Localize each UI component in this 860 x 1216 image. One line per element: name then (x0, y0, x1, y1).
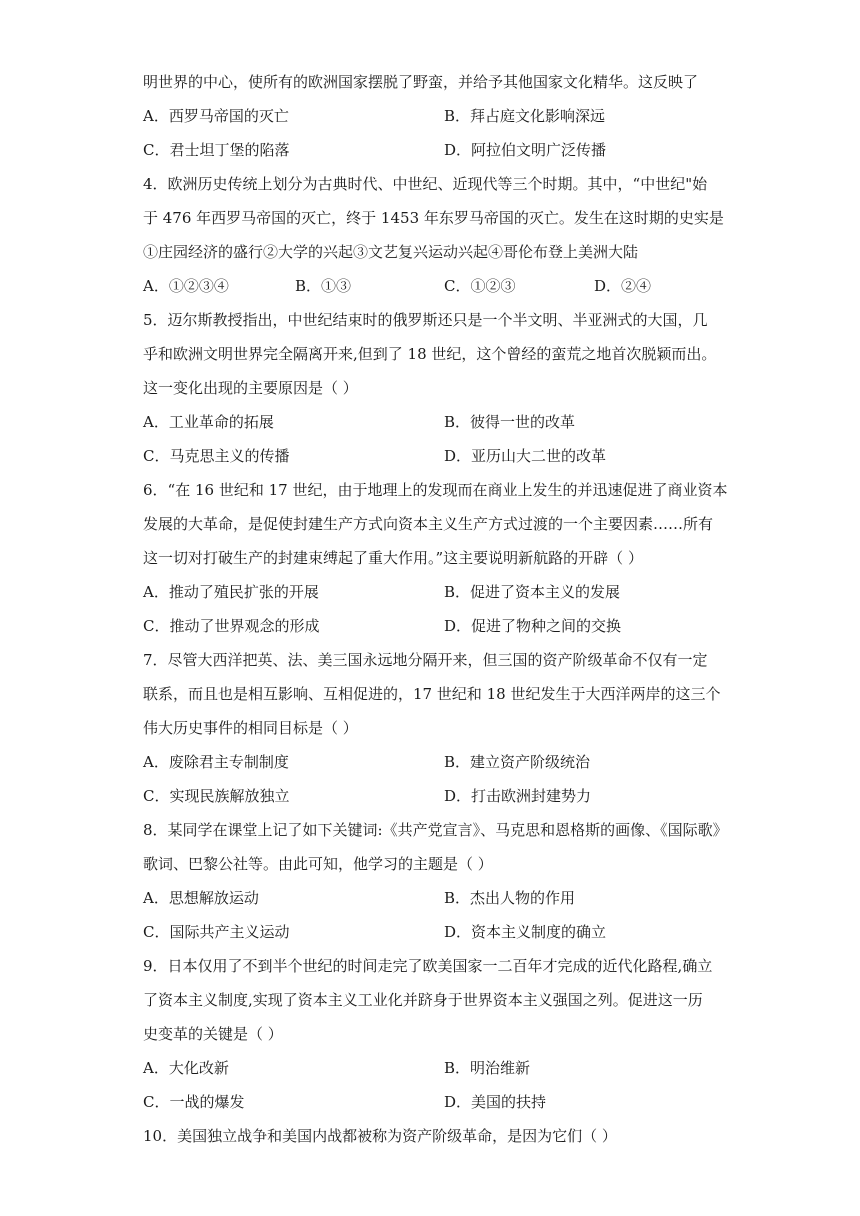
q9-option-d: D．美国的扶持 (444, 1093, 547, 1111)
q6-option-d: D．促进了物种之间的交换 (444, 617, 622, 635)
q5-option-b: B．彼得一世的改革 (444, 413, 576, 431)
q3-option-b: B．拜占庭文化影响深远 (444, 107, 606, 125)
q3-stem-line: 明世界的中心，使所有的欧洲国家摆脱了野蛮，并给予其他国家文化精华。这反映了 (143, 73, 699, 91)
q6-stem-line: 这一切对打破生产的封建束缚起了重大作用。”这主要说明新航路的开辟（ ） (143, 549, 643, 567)
q9-stem-line: 史变革的关键是（ ） (143, 1025, 283, 1043)
q4-stem-line: 4．欧洲历史传统上划分为古典时代、中世纪、近现代等三个时期。其中，“中世纪"始 (143, 175, 708, 193)
q5-option-c: C．马克思主义的传播 (143, 447, 290, 465)
q7-stem-line: 7．尽管大西洋把英、法、美三国永远地分隔开来，但三国的资产阶级革命不仅有一定 (143, 651, 708, 669)
q7-option-b: B．建立资产阶级统治 (444, 753, 591, 771)
q6-stem-line: 发展的大革命，是促使封建生产方式向资本主义生产方式过渡的一个主要因素……所有 (143, 515, 714, 533)
q6-stem-line: 6．“在 16 世纪和 17 世纪，由于地理上的发现而在商业上发生的并迅速促进了商业资本 (143, 481, 728, 499)
q7-stem-line: 伟大历史事件的相同目标是（ ） (143, 719, 358, 737)
q8-option-c: C．国际共产主义运动 (143, 923, 290, 941)
q4-option-c: C．①②③ (444, 277, 516, 295)
q9-option-a: A．大化改新 (143, 1059, 229, 1077)
q8-option-b: B．杰出人物的作用 (444, 889, 576, 907)
q7-option-a: A．废除君主专制制度 (143, 753, 289, 771)
q7-option-c: C．实现民族解放独立 (143, 787, 290, 805)
q5-stem-line: 这一变化出现的主要原因是（ ） (143, 379, 358, 397)
q5-stem-line: 乎和欧洲文明世界完全隔离开来,但到了 18 世纪，这个曾经的蛮荒之地首次脱颖而出。 (143, 345, 717, 363)
q4-stem-line: ①庄园经济的盛行②大学的兴起③文艺复兴运动兴起④哥伦布登上美洲大陆 (143, 243, 639, 261)
q4-stem-line: 于 476 年西罗马帝国的灭亡，终于 1453 年东罗马帝国的灭亡。发生在这时期的史实是 (143, 209, 724, 227)
q6-option-a: A．推动了殖民扩张的开展 (143, 583, 319, 601)
q8-option-a: A．思想解放运动 (143, 889, 259, 907)
q8-stem-line: 8．某同学在课堂上记了如下关键词:《共产党宣言》、马克思和恩格斯的画像、《国际歌》 (143, 821, 728, 839)
q4-option-a: A．①②③④ (143, 277, 229, 295)
q9-option-c: C．一战的爆发 (143, 1093, 245, 1111)
q8-stem-line: 歌词、巴黎公社等。由此可知，他学习的主题是（ ） (143, 855, 493, 873)
q10-stem-line: 10．美国独立战争和美国内战都被称为资产阶级革命，是因为它们（ ） (143, 1127, 617, 1145)
q6-option-b: B．促进了资本主义的发展 (444, 583, 621, 601)
q7-stem-line: 联系，而且也是相互影响、互相促进的，17 世纪和 18 世纪发生于大西洋两岸的这三个 (143, 685, 721, 703)
q9-stem-line: 9．日本仅用了不到半个世纪的时间走完了欧美国家一二百年才完成的近代化路程,确立 (143, 957, 713, 975)
q9-stem-line: 了资本主义制度,实现了资本主义工业化并跻身于世界资本主义强国之列。促进这一历 (143, 991, 703, 1009)
q4-option-b: B．①③ (295, 277, 352, 295)
q3-option-a: A．西罗马帝国的灭亡 (143, 107, 289, 125)
q8-option-d: D．资本主义制度的确立 (444, 923, 607, 941)
q7-option-d: D．打击欧洲封建势力 (444, 787, 592, 805)
q3-option-d: D．阿拉伯文明广泛传播 (444, 141, 607, 159)
q6-option-c: C．推动了世界观念的形成 (143, 617, 320, 635)
q5-option-a: A．工业革命的拓展 (143, 413, 274, 431)
q3-option-c: C．君士坦丁堡的陷落 (143, 141, 290, 159)
q9-option-b: B．明治维新 (444, 1059, 531, 1077)
q5-stem-line: 5．迈尔斯教授指出，中世纪结束时的俄罗斯还只是一个半文明、半亚洲式的大国，几 (143, 311, 708, 329)
q4-option-d: D．②④ (594, 277, 652, 295)
q5-option-d: D．亚历山大二世的改革 (444, 447, 607, 465)
